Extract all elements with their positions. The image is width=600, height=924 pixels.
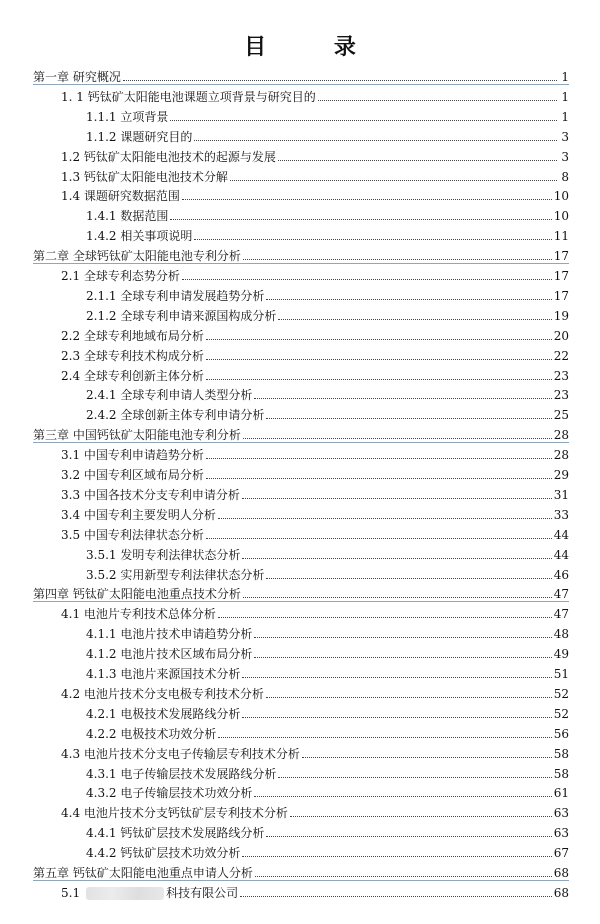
toc-entry-label: 2.4.1 全球专利申请人类型分析 [86, 388, 253, 403]
toc-chapter-entry[interactable] [33, 243, 569, 264]
dot-leader [182, 278, 552, 280]
dot-leader [254, 636, 551, 638]
toc-entry-label: 2.1 全球专利态势分析 [61, 269, 180, 283]
toc-page-number: 10 [553, 209, 569, 224]
toc-section-entry[interactable] [61, 183, 569, 203]
toc-entry-label: 1.4.1 数据范围 [86, 209, 169, 224]
toc-entry-label: 4.4.2 钙钛矿层技术功效分析 [86, 846, 241, 861]
toc-page-number: 20 [553, 328, 569, 343]
toc-entry-label: 2.2 全球专利地域布局分析 [61, 328, 204, 343]
toc-entry-label: 4.3.1 电子传输层技术发展路线分析 [86, 766, 277, 781]
dot-leader [255, 875, 552, 877]
toc-entry-label: 4.3 电池片技术分支电子传输层专利技术分析 [61, 746, 300, 761]
dot-leader [242, 716, 551, 718]
toc-entry-label: 4.2.2 电极技术功效分析 [86, 726, 217, 741]
dot-leader [266, 298, 551, 300]
toc-entry-label: 4.4 电池片技术分支钙钛矿层专利技术分析 [61, 806, 288, 821]
toc-entry-label: 4.3.2 电子传输层技术功效分析 [86, 786, 253, 801]
toc-entry-label: 4.1.2 电池片技术区域布局分析 [86, 647, 253, 662]
dot-leader [123, 79, 557, 81]
toc-section-entry[interactable] [61, 502, 569, 522]
toc-subsection-entry[interactable] [86, 283, 569, 303]
dot-leader [254, 795, 551, 797]
toc-page-number: 56 [553, 726, 569, 741]
dot-leader [206, 358, 552, 360]
toc-page-number: 17 [553, 249, 569, 264]
toc-subsection-entry[interactable] [86, 840, 569, 860]
dot-leader [266, 835, 551, 837]
dot-leader [206, 338, 552, 340]
toc-page-number: 61 [553, 786, 569, 801]
toc-section-entry[interactable] [61, 363, 569, 383]
toc-page-number: 68 [553, 885, 569, 900]
dot-leader [206, 457, 552, 459]
toc-section-entry[interactable] [61, 164, 569, 184]
dot-leader [290, 815, 552, 817]
toc-subsection-entry[interactable] [86, 382, 569, 402]
toc-page-number: 17 [553, 288, 569, 303]
dot-leader [302, 756, 552, 758]
toc-title: 目 录 [244, 35, 386, 60]
dot-leader [243, 437, 552, 439]
toc-section-entry[interactable] [61, 741, 569, 761]
toc-section-entry[interactable] [61, 601, 569, 621]
toc-page-number: 10 [553, 189, 569, 204]
dot-leader [254, 656, 551, 658]
toc-page-number: 67 [553, 846, 569, 861]
toc-page-number: 63 [553, 806, 569, 821]
toc-entry-label: 2.3 全球专利技术构成分析 [61, 348, 204, 363]
toc-entry-label: 2.4 全球专利创新主体分析 [61, 368, 204, 383]
toc-page-number: 51 [553, 667, 569, 681]
toc-entry-label: 3.5.1 发明专利法律状态分析 [86, 547, 241, 562]
dot-leader [218, 517, 552, 519]
toc-entry-label: 第五章 钙钛矿太阳能电池重点申请人分析 [33, 866, 253, 880]
toc-entry-label: 3.1 中国专利申请趋势分析 [61, 448, 204, 463]
toc-entry-label: 4.4.1 钙钛矿层技术发展路线分析 [86, 826, 265, 841]
toc-page-number: 17 [553, 269, 569, 283]
dot-leader [254, 397, 551, 399]
toc-subsection-entry[interactable] [86, 203, 569, 223]
dot-leader [170, 119, 557, 121]
toc-page-number: 52 [553, 686, 569, 701]
dot-leader [266, 696, 552, 698]
toc-page-number: 33 [553, 507, 569, 522]
dot-leader [240, 895, 552, 897]
toc-page-number: 28 [553, 428, 569, 443]
toc-page-number: 58 [553, 766, 569, 781]
dot-leader [170, 218, 551, 220]
toc-subsection-entry[interactable] [86, 701, 569, 721]
toc-page-number: 3 [561, 129, 569, 144]
toc-subsection-entry[interactable] [86, 104, 569, 124]
dot-leader [194, 139, 557, 141]
toc-subsection-entry[interactable] [86, 402, 569, 422]
dot-leader [242, 855, 551, 857]
toc-entry-label: 3.3 中国各技术分支专利申请分析 [61, 487, 240, 502]
toc-entry-label: 第四章 钙钛矿太阳能电池重点技术分析 [33, 587, 241, 602]
toc-entry-label: 5.1 [61, 885, 81, 900]
toc-entry-label: 4.1.1 电池片技术申请趋势分析 [86, 627, 253, 642]
toc-page-number: 22 [553, 348, 569, 363]
toc-subsection-entry[interactable] [86, 223, 569, 243]
toc-section-entry[interactable] [61, 442, 569, 462]
dot-leader [278, 318, 551, 320]
toc-chapter-entry[interactable] [33, 581, 569, 602]
toc-entry-label: 第一章 研究概况 [33, 70, 121, 84]
toc-section-entry[interactable] [61, 462, 569, 482]
toc-page-number: 68 [553, 866, 569, 880]
toc-page-number: 58 [553, 746, 569, 761]
toc-page-number: 52 [553, 706, 569, 721]
toc-section-entry[interactable] [61, 263, 569, 283]
toc-page-number: 1 [561, 70, 569, 84]
toc-entry-label-suffix: 科技有限公司 [166, 885, 239, 900]
toc-entry-label: 4.1 电池片专利技术总体分析 [61, 607, 216, 622]
toc-page-number: 3 [561, 149, 569, 164]
toc-page-number: 46 [553, 567, 569, 582]
toc-subsection-entry[interactable] [86, 780, 569, 800]
toc-page-number: 49 [553, 647, 569, 662]
toc-subsection-entry[interactable] [86, 542, 569, 562]
dot-leader [206, 378, 552, 380]
dot-leader [242, 676, 551, 678]
dot-leader [266, 417, 551, 419]
toc-page-number: 63 [553, 826, 569, 841]
toc-page-number: 28 [553, 448, 569, 463]
toc-page-number: 44 [553, 527, 569, 542]
toc-entry-label: 1.3 钙钛矿太阳能电池技术分解 [61, 169, 228, 184]
dot-leader [266, 577, 551, 579]
toc-subsection-entry[interactable] [86, 721, 569, 741]
redacted-name-blur [86, 887, 164, 900]
toc-subsection-entry[interactable] [86, 820, 569, 840]
toc-section-entry[interactable] [61, 343, 569, 363]
toc-entry-label: 2.1.2 全球专利申请来源国构成分析 [86, 308, 277, 323]
toc-entry-label: 第二章 全球钙钛矿太阳能电池专利分析 [33, 249, 241, 264]
dot-leader [218, 736, 551, 738]
toc-entry-label: 4.2 电池片技术分支电极专利技术分析 [61, 686, 264, 701]
toc-page-number: 19 [553, 308, 569, 323]
toc-page-number: 23 [553, 388, 569, 403]
toc-page-number: 1 [561, 89, 569, 104]
toc-entry-label: 4.2.1 电极技术发展路线分析 [86, 706, 241, 721]
toc-entry-label: 1.4 课题研究数据范围 [61, 189, 180, 204]
toc-chapter-entry[interactable] [33, 860, 569, 881]
toc-entry-label: 1.4.2 相关事项说明 [86, 229, 193, 244]
toc-entry-label: 第三章 中国钙钛矿太阳能电池专利分析 [33, 428, 241, 443]
dot-leader [206, 537, 552, 539]
toc-page-number: 31 [553, 487, 569, 502]
toc-entry-label: 3.5 中国专利法律状态分析 [61, 527, 204, 542]
dot-leader [318, 99, 557, 101]
toc-entry-label: 3.5.2 实用新型专利法律状态分析 [86, 567, 265, 582]
dot-leader [218, 616, 552, 618]
toc-page-number: 44 [553, 547, 569, 562]
toc-section-entry[interactable] [61, 323, 569, 343]
toc-subsection-entry[interactable] [86, 641, 569, 661]
toc-page-number: 8 [561, 169, 569, 184]
toc-entry-label: 1.2 钙钛矿太阳能电池技术的起源与发展 [61, 149, 276, 164]
toc-entry-label: 3.2 中国专利区域布局分析 [61, 468, 204, 482]
toc-page-number: 25 [553, 408, 569, 423]
toc-subsection-entry[interactable] [86, 303, 569, 323]
toc-subsection-entry[interactable] [86, 661, 569, 681]
dot-leader [206, 477, 552, 479]
dot-leader [230, 179, 557, 181]
toc-chapter-entry[interactable] [33, 422, 569, 443]
dot-leader [182, 198, 552, 200]
toc-page-number: 47 [553, 607, 569, 622]
dot-leader [243, 258, 552, 260]
toc-section-entry[interactable] [61, 482, 569, 502]
toc-chapter-entry[interactable] [33, 64, 569, 85]
dot-leader [194, 238, 551, 240]
toc-page-number: 47 [553, 587, 569, 602]
toc-entry-label: 3.4 中国专利主要发明人分析 [61, 507, 216, 522]
toc-page-number: 1 [561, 109, 569, 124]
dot-leader [278, 776, 551, 778]
toc-subsection-entry[interactable] [86, 761, 569, 781]
toc-entry-label: 1.1.2 课题研究目的 [86, 129, 193, 144]
dot-leader [243, 596, 552, 598]
toc-subsection-entry[interactable] [86, 621, 569, 641]
toc-section-entry[interactable] [61, 681, 569, 701]
toc-entry-label: 4.1.3 电池片来源国技术分析 [86, 667, 241, 681]
toc-section-entry[interactable] [61, 800, 569, 820]
toc-page-number: 48 [553, 627, 569, 642]
toc-subsection-entry[interactable] [86, 124, 569, 144]
toc-page-number: 11 [553, 229, 569, 244]
toc-subsection-entry[interactable] [86, 562, 569, 582]
dot-leader [278, 159, 557, 161]
toc-section-entry[interactable] [61, 84, 569, 104]
toc-section-entry[interactable] [61, 144, 569, 164]
toc-section-entry[interactable] [61, 880, 569, 900]
toc-entry-label: 2.4.2 全球创新主体专利申请分析 [86, 408, 265, 423]
toc-page-number: 29 [553, 468, 569, 482]
toc-entry-label: 2.1.1 全球专利申请发展趋势分析 [86, 288, 265, 303]
dot-leader [242, 497, 552, 499]
toc-section-entry[interactable] [61, 522, 569, 542]
toc-entry-label: 1.1.1 立项背景 [86, 109, 169, 124]
toc-entry-label: 1. 1 钙钛矿太阳能电池课题立项背景与研究目的 [61, 89, 316, 104]
toc-page-number: 23 [553, 368, 569, 383]
dot-leader [242, 557, 551, 559]
